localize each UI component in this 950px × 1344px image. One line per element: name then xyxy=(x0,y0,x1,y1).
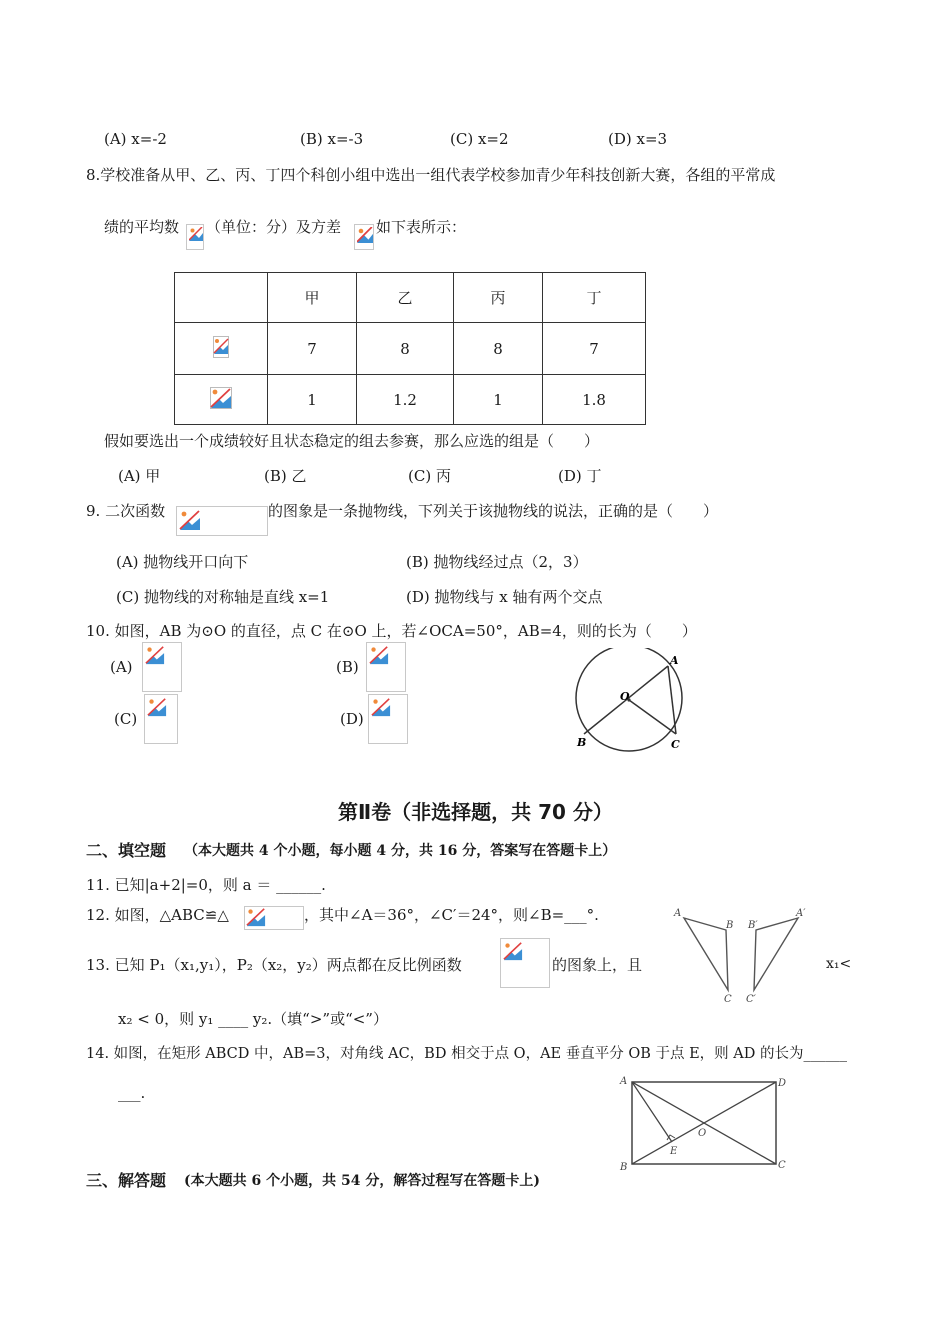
broken-image-icon xyxy=(368,694,408,744)
part2-note: （本大题共 4 个小题，每小题 4 分，共 16 分，答案写在答题卡上） xyxy=(184,843,617,859)
triangles-figure xyxy=(670,902,820,1010)
q9-option-d: (D) 抛物线与 x 轴有两个交点 xyxy=(406,588,603,606)
broken-image-icon xyxy=(354,224,374,250)
broken-image-icon xyxy=(186,224,204,250)
label-c: C xyxy=(671,738,680,751)
q7-option-b: (B) x=-3 xyxy=(300,130,364,148)
label-c: C xyxy=(724,994,732,1005)
table-row xyxy=(175,323,646,375)
q8-text-line2c: 如下表所示： xyxy=(376,218,467,236)
q8-text-line2b: （单位：分）及方差 xyxy=(206,218,342,236)
q14-line1: 14. 如图，在矩形 ABCD 中，AB=3，对角线 AC，BD 相交于点 O，AE 垂直平分 OB 于点 E，则 AD 的长为______ xyxy=(86,1046,847,1062)
q8-option-b: (B) 乙 xyxy=(264,467,307,485)
label-d: D xyxy=(778,1078,787,1089)
q8-question: 假如要选出一个成绩较好且状态稳定的组去参赛，那么应选的组是（ ） xyxy=(104,432,600,450)
label-e: E xyxy=(670,1146,678,1157)
label-o: O xyxy=(620,690,630,703)
table-cell: 1.8 xyxy=(543,375,646,425)
q14-line2: ___. xyxy=(118,1084,146,1102)
q9-option-b: (B) 抛物线经过点（2，3） xyxy=(406,553,588,571)
table-cell: 7 xyxy=(268,323,357,375)
q9-suffix: 的图象是一条抛物线，下列关于该抛物线的说法，正确的是（ ） xyxy=(268,502,719,520)
table-cell-mean-symbol xyxy=(175,323,268,375)
q10-text: 10. 如图，AB 为⊙O 的直径，点 C 在⊙O 上，若∠OCA=50°，AB=4，则的长为（ ） xyxy=(86,622,697,640)
q12-prefix: 12. 如图，△ABC≌△ xyxy=(86,906,229,924)
part2-title: 二、填空题 xyxy=(86,841,167,860)
label-a: A xyxy=(670,654,679,667)
q10-option-b: (B) xyxy=(336,658,359,676)
q7-option-a: (A) x=-2 xyxy=(104,130,167,148)
q13-tail: x₁< xyxy=(826,956,852,972)
q8-option-c: (C) 丙 xyxy=(408,467,451,485)
table-row xyxy=(175,375,646,425)
q11-text: 11. 已知|a+2|=0，则 a ＝ ______. xyxy=(86,876,326,894)
q8-option-a: (A) 甲 xyxy=(118,467,161,485)
table-cell: 8 xyxy=(357,323,454,375)
table-header-row xyxy=(175,273,646,323)
table-header-cell xyxy=(175,273,268,323)
broken-image-icon xyxy=(144,694,178,744)
table-header-cell: 乙 xyxy=(357,273,454,323)
q8-text-line1: 8.学校准备从甲、乙、丙、丁四个科创小组中选出一组代表学校参加青少年科技创新大赛，各组的平常成 xyxy=(86,166,776,184)
broken-image-icon xyxy=(213,336,229,358)
label-c: C xyxy=(778,1160,786,1171)
label-c-prime: C′ xyxy=(746,994,756,1005)
label-b: B xyxy=(577,736,587,749)
table-cell: 8 xyxy=(454,323,543,375)
broken-image-icon xyxy=(176,506,268,536)
q8-option-d: (D) 丁 xyxy=(558,467,602,485)
circle-figure xyxy=(570,648,690,760)
rectangle-figure xyxy=(616,1072,796,1176)
label-b: B xyxy=(620,1162,628,1173)
label-a: A xyxy=(620,1076,628,1087)
label-a: A xyxy=(674,908,682,919)
q7-option-d: (D) x=3 xyxy=(608,130,668,148)
table-cell: 7 xyxy=(543,323,646,375)
score-table xyxy=(174,272,646,425)
q10-option-c: (C) xyxy=(114,710,138,728)
table-cell: 1.2 xyxy=(357,375,454,425)
table-cell-variance-symbol xyxy=(175,375,268,425)
q7-option-c: (C) x=2 xyxy=(450,130,509,148)
q9-option-a: (A) 抛物线开口向下 xyxy=(116,553,249,571)
part3-title: 三、解答题 xyxy=(86,1171,167,1190)
broken-image-icon xyxy=(210,387,232,409)
table-header-cell: 甲 xyxy=(268,273,357,323)
section2-title: 第Ⅱ卷（非选择题，共 70 分） xyxy=(338,800,613,824)
q9-option-c: (C) 抛物线的对称轴是直线 x=1 xyxy=(116,588,330,606)
label-a-prime: A′ xyxy=(796,908,806,919)
q13-suffix: 的图象上，且 xyxy=(552,956,643,974)
q9-prefix: 9. 二次函数 xyxy=(86,502,166,520)
q10-option-d: (D) xyxy=(340,710,364,728)
part3-note: (本大题共 6 个小题，共 54 分，解答过程写在答题卡上) xyxy=(184,1173,540,1189)
q12-suffix: ，其中∠A＝36°，∠C′＝24°，则∠B=___°. xyxy=(304,906,599,924)
label-b-prime: B′ xyxy=(748,920,758,931)
table-cell: 1 xyxy=(268,375,357,425)
q13-line2: x₂ < 0，则 y₁ ____ y₂.（填“>”或“<”） xyxy=(118,1010,388,1028)
table-header-cell: 丙 xyxy=(454,273,543,323)
label-b: B xyxy=(726,920,734,931)
table-header-cell: 丁 xyxy=(543,273,646,323)
label-o: O xyxy=(698,1128,707,1139)
broken-image-icon xyxy=(366,642,406,692)
table-cell: 1 xyxy=(454,375,543,425)
broken-image-icon xyxy=(500,938,550,988)
broken-image-icon xyxy=(142,642,182,692)
q13-prefix: 13. 已知 P₁（x₁,y₁），P₂（x₂，y₂）两点都在反比例函数 xyxy=(86,956,462,974)
broken-image-icon xyxy=(244,906,304,930)
q8-text-line2a: 绩的平均数 xyxy=(104,218,180,236)
q10-option-a: (A) xyxy=(110,658,133,676)
